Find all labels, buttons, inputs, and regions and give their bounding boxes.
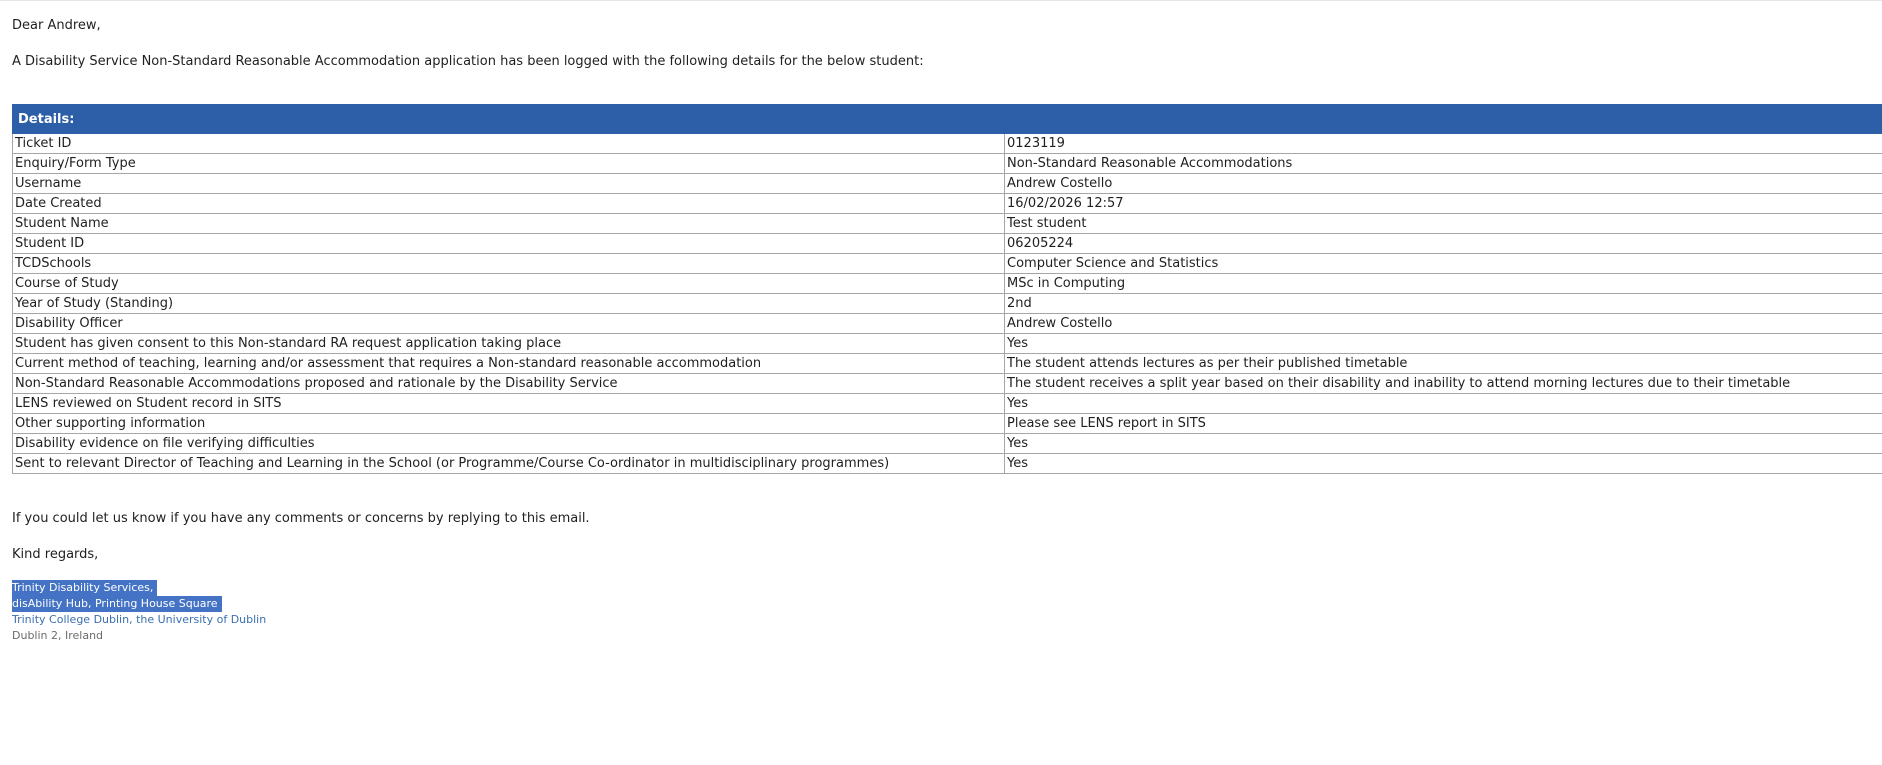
detail-value: Please see LENS report in SITS <box>1005 414 1882 434</box>
detail-value: Yes <box>1005 394 1882 414</box>
table-row <box>13 214 1882 234</box>
detail-label: Non-Standard Reasonable Accommodations proposed and rationale by the Disability Service <box>13 374 1005 394</box>
greeting: Dear Andrew, <box>12 18 101 33</box>
signature-city: Dublin 2, Ireland <box>12 629 104 642</box>
table-row <box>13 394 1882 414</box>
table-row <box>13 414 1882 434</box>
detail-label: Course of Study <box>13 274 1005 294</box>
detail-value: Computer Science and Statistics <box>1005 254 1882 274</box>
detail-value: The student receives a split year based on their disability and inability to attend morning lectures due to their timetable <box>1005 374 1882 394</box>
detail-value: MSc in Computing <box>1005 274 1882 294</box>
kind-regards: Kind regards, <box>12 547 99 562</box>
intro-text: A Disability Service Non-Standard Reasonable Accommodation application has been logged with the following details for the below student: <box>12 54 924 69</box>
table-row <box>13 454 1882 474</box>
signature-org-name[interactable]: Trinity Disability Services, <box>12 580 157 596</box>
details-body <box>13 134 1882 474</box>
detail-label: Year of Study (Standing) <box>13 294 1005 314</box>
email-body <box>12 17 1882 644</box>
detail-value: The student attends lectures as per their published timetable <box>1005 354 1882 374</box>
details-header-row <box>13 105 1882 134</box>
detail-label: LENS reviewed on Student record in SITS <box>13 394 1005 414</box>
details-table <box>12 104 1882 474</box>
table-row <box>13 294 1882 314</box>
detail-value: 0123119 <box>1005 134 1882 154</box>
closing-question: If you could let us know if you have any comments or concerns by replying to this email. <box>12 511 590 526</box>
details-header: Details: <box>13 105 1882 134</box>
table-row <box>13 274 1882 294</box>
detail-label: Student has given consent to this Non-standard RA request application taking place <box>13 334 1005 354</box>
detail-label: Ticket ID <box>13 134 1005 154</box>
top-divider <box>0 0 1882 1</box>
table-row <box>13 354 1882 374</box>
table-row <box>13 134 1882 154</box>
table-row <box>13 314 1882 334</box>
detail-label: Username <box>13 174 1005 194</box>
detail-label: Student ID <box>13 234 1005 254</box>
table-row <box>13 334 1882 354</box>
table-row <box>13 434 1882 454</box>
detail-value: Non-Standard Reasonable Accommodations <box>1005 154 1882 174</box>
detail-label: Disability Officer <box>13 314 1005 334</box>
table-row <box>13 194 1882 214</box>
detail-label: Current method of teaching, learning and/or assessment that requires a Non-standard reasonable accommodation <box>13 354 1005 374</box>
detail-value: Yes <box>1005 334 1882 354</box>
detail-value: 2nd <box>1005 294 1882 314</box>
detail-value: Andrew Costello <box>1005 314 1882 334</box>
detail-label: Student Name <box>13 214 1005 234</box>
detail-label: Disability evidence on file verifying difficulties <box>13 434 1005 454</box>
detail-label: Sent to relevant Director of Teaching and Learning in the School (or Programme/Course Co-ordinator in multidisciplinary programmes) <box>13 454 1005 474</box>
detail-label: Date Created <box>13 194 1005 214</box>
table-row <box>13 174 1882 194</box>
detail-label: Other supporting information <box>13 414 1005 434</box>
detail-label: Enquiry/Form Type <box>13 154 1005 174</box>
detail-value: Test student <box>1005 214 1882 234</box>
table-row <box>13 154 1882 174</box>
detail-value: 16/02/2026 12:57 <box>1005 194 1882 214</box>
closing-section <box>12 510 1882 644</box>
table-row <box>13 374 1882 394</box>
table-row <box>13 254 1882 274</box>
detail-value: 06205224 <box>1005 234 1882 254</box>
detail-value: Yes <box>1005 454 1882 474</box>
detail-value: Andrew Costello <box>1005 174 1882 194</box>
signature-university: Trinity College Dublin, the University of Dublin <box>12 613 267 626</box>
signature-block <box>12 580 1882 644</box>
detail-label: TCDSchools <box>13 254 1005 274</box>
signature-address-hub[interactable]: disAbility Hub, Printing House Square <box>12 596 222 612</box>
table-row <box>13 234 1882 254</box>
detail-value: Yes <box>1005 434 1882 454</box>
